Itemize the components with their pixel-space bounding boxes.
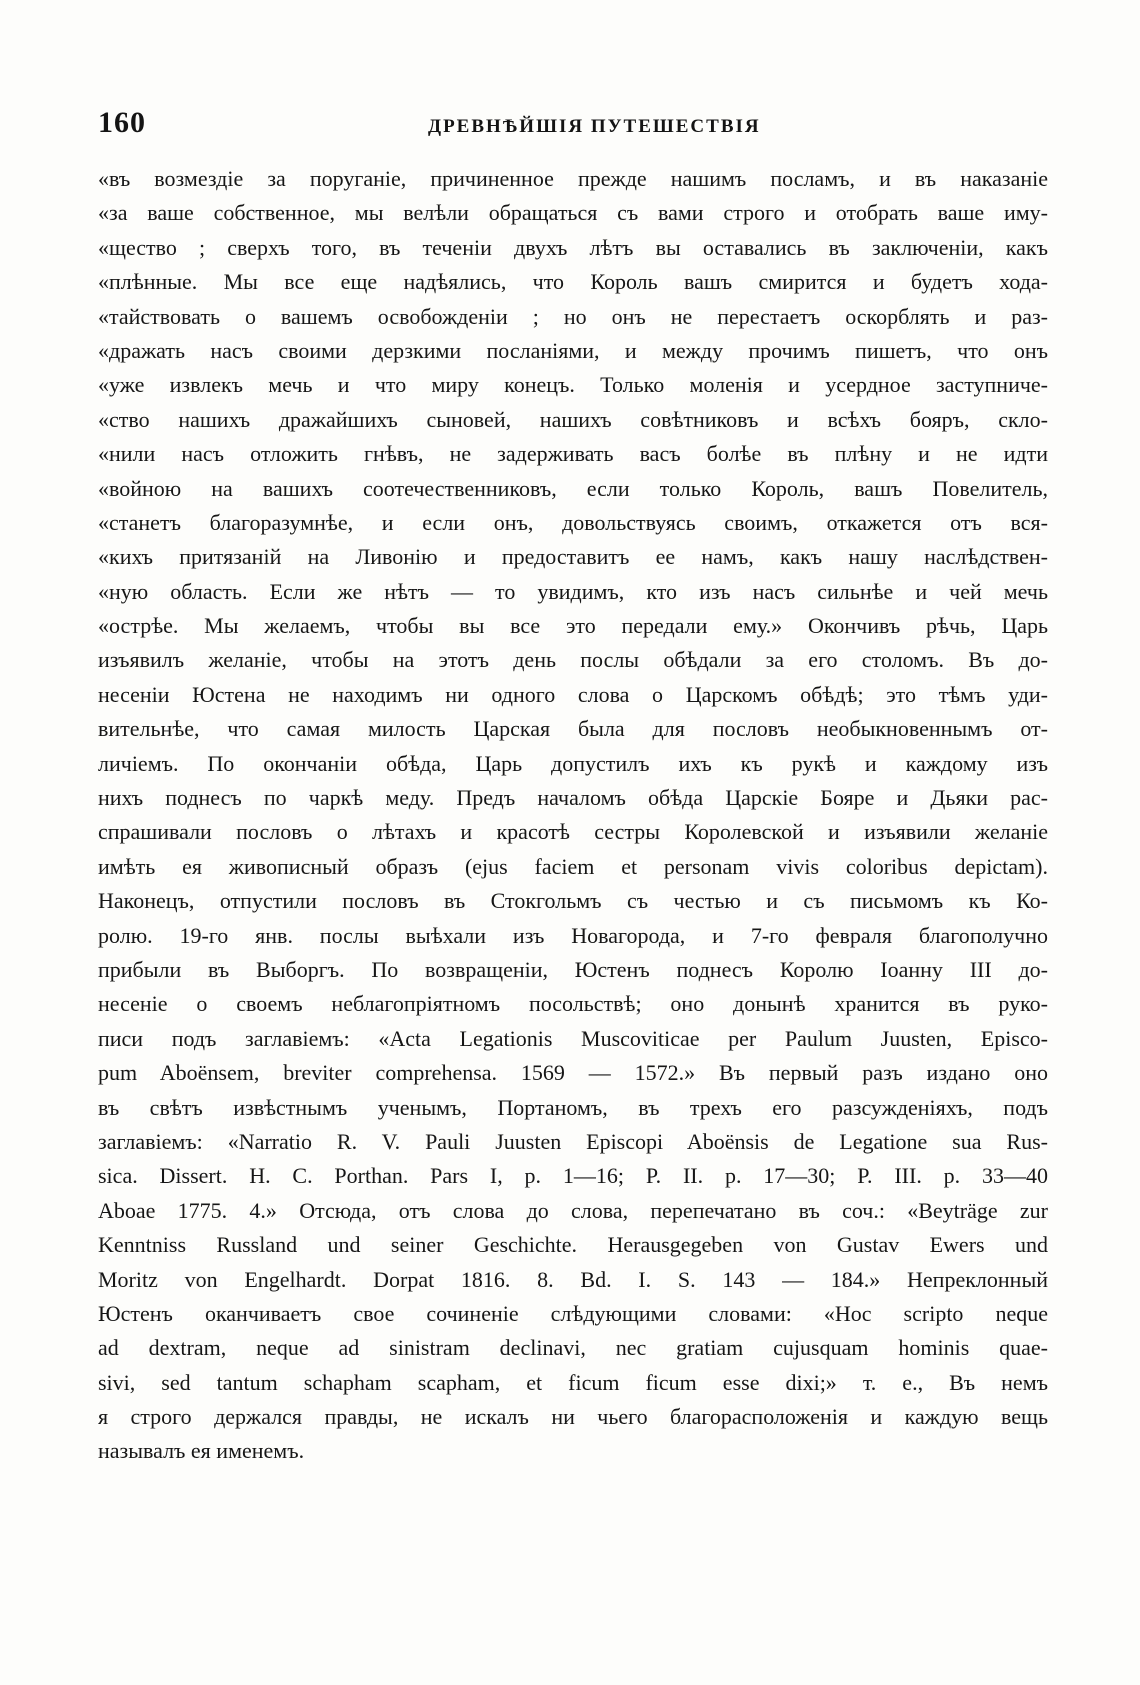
text-line-16: несеніи Юстена не находимъ ни одного слова о Царскомъ обѣдѣ; это тѣмъ уди-: [98, 681, 1048, 707]
text-line-11: «станетъ благоразумнѣе, и если онъ, довольствуясь своимъ, откажется отъ вся-: [98, 509, 1048, 535]
text-line-37: я строго держался правды, не искалъ ни чьего благорасположенія и каждую вещь: [98, 1404, 1048, 1430]
text-line-9: «нили насъ отложить гнѣвъ, не задерживать васъ болѣе въ плѣну и не идти: [98, 441, 1048, 467]
text-line-15: изъявилъ желаніе, чтобы на этотъ день послы обѣдали за его столомъ. Въ до-: [98, 647, 1048, 673]
text-line-20: спрашивали пословъ о лѣтахъ и красотѣ сестры Королевской и изъявили желаніе: [98, 819, 1048, 845]
text-line-13: «ную область. Если же нѣтъ — то увидимъ, кто изъ насъ сильнѣе и чей мечь: [98, 578, 1048, 604]
text-line-7: «уже извлекъ мечь и что миру конецъ. Только моленія и усердное заступниче-: [98, 372, 1048, 398]
text-line-21: имѣть ея живописный образъ (ejus faciem et personam vivis coloribus depictam).: [98, 853, 1048, 879]
text-line-24: прибыли въ Выборгъ. По возвращеніи, Юстенъ поднесъ Королю Іоанну III до-: [98, 956, 1048, 982]
text-line-31: Aboae 1775. 4.» Отсюда, отъ слова до слова, перепечатано въ соч.: «Beyträge zur: [98, 1197, 1048, 1223]
text-line-1: «въ возмездіе за поруганіе, причиненное прежде нашимъ посламъ, и въ наказаніе: [98, 166, 1048, 191]
text-line-35: ad dextram, neque ad sinistram declinavi, nec gratiam cujusquam hominis quae-: [98, 1335, 1048, 1361]
text-line-8: «ство нашихъ дражайшихъ сыновей, нашихъ совѣтниковъ и всѣхъ бояръ, скло-: [98, 406, 1048, 432]
running-title: ДРЕВНѢЙШІЯ ПУТЕШЕСТВІЯ: [428, 116, 761, 137]
text-line-4: «плѣнные. Мы все еще надѣялись, что Король вашъ смирится и будетъ хода-: [98, 269, 1048, 295]
text-line-25: несеніе о своемъ неблагопріятномъ посольствѣ; оно донынѣ хранится въ руко-: [98, 991, 1048, 1017]
text-line-10: «войною на вашихъ соотечественниковъ, если только Король, вашъ Повелитель,: [98, 475, 1048, 501]
text-line-17: вительнѣе, что самая милость Царская была для пословъ необыкновеннымъ от-: [98, 716, 1048, 742]
page-header: [98, 106, 1048, 146]
text-line-30: sica. Dissert. H. C. Porthan. Pars I, p. 1—16; P. II. p. 17—30; P. III. p. 33—40: [98, 1163, 1048, 1189]
text-line-23: ролю. 19-го янв. послы выѣхали изъ Новагорода, и 7-го февраля благополучно: [98, 922, 1048, 948]
text-line-38: называлъ ея именемъ.: [98, 1438, 305, 1464]
text-line-22: Наконецъ, отпустили пословъ въ Стокгольмъ съ честью и съ письмомъ къ Ко-: [98, 888, 1048, 914]
text-line-33: Moritz von Engelhardt. Dorpat 1816. 8. Bd. I. S. 143 — 184.» Непреклонный: [98, 1266, 1048, 1292]
body-text: [98, 162, 1048, 1469]
text-line-14: «острѣе. Мы желаемъ, чтобы вы все это передали ему.» Окончивъ рѣчь, Царь: [98, 613, 1048, 639]
text-line-28: въ свѣтъ извѣстнымъ ученымъ, Портаномъ, въ трехъ его разсужденіяхъ, подъ: [98, 1094, 1048, 1120]
text-line-18: личіемъ. По окончаніи обѣда, Царь допустилъ ихъ къ рукѣ и каждому изъ: [98, 750, 1048, 776]
text-line-27: pum Aboënsem, breviter comprehensa. 1569 — 1572.» Въ первый разъ издано оно: [98, 1060, 1048, 1086]
text-line-2: «за ваше собственное, мы велѣли обращаться съ вами строго и отобрать ваше иму-: [98, 200, 1048, 226]
page-number: 160: [98, 106, 146, 139]
text-line-36: sivi, sed tantum schapham scapham, et ficum ficum esse dixi;» т. е., Въ немъ: [98, 1369, 1048, 1395]
text-line-26: писи подъ заглавіемъ: «Acta Legationis Muscoviticae per Paulum Juusten, Episco-: [98, 1025, 1048, 1051]
text-line-12: «кихъ притязаній на Ливонію и предоставитъ ее намъ, какъ нашу наслѣдствен-: [98, 544, 1048, 570]
text-line-32: Kenntniss Russland und seiner Geschichte. Herausgegeben von Gustav Ewers und: [98, 1232, 1048, 1258]
text-line-34: Юстенъ оканчиваетъ свое сочиненіе слѣдующими словами: «Hoc scripto neque: [98, 1300, 1048, 1326]
text-line-6: «дражать насъ своими дерзкими посланіями, и между прочимъ пишетъ, что онъ: [98, 337, 1048, 363]
text-line-3: «щество ; сверхъ того, въ теченіи двухъ лѣтъ вы оставались въ заключеніи, какъ: [98, 234, 1048, 260]
text-line-5: «тайствовать о вашемъ освобожденіи ; но онъ не перестаетъ оскорблять и раз-: [98, 303, 1048, 329]
text-line-29: заглавіемъ: «Narratio R. V. Pauli Juusten Episcopi Aboënsis de Legatione sua Rus-: [98, 1128, 1048, 1154]
text-line-19: нихъ поднесъ по чаркѣ меду. Предъ началомъ обѣда Царскіе Бояре и Дьяки рас-: [98, 785, 1048, 811]
